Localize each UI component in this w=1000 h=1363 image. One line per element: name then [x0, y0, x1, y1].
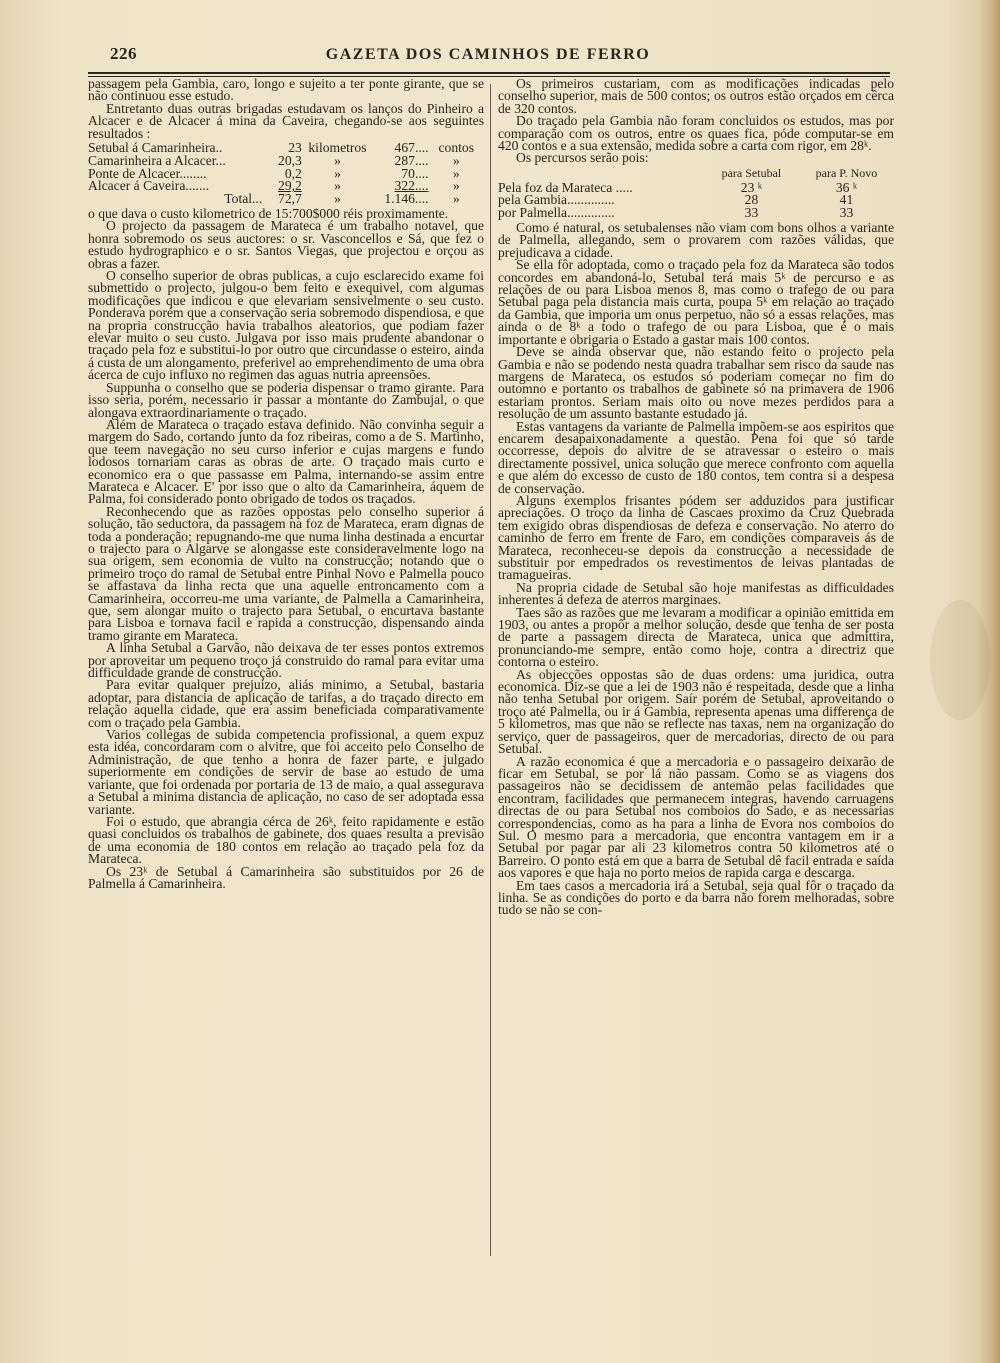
- table-cell: Camarinheira a Alcacer...: [88, 152, 226, 168]
- paragraph: Entretanto duas outras brigadas estudavam os lanços do Pinheiro a Alcacer e de Alcacer á mina da Caveira, chegando-se aos seguintes resultados :: [88, 100, 484, 141]
- paragraph: Os percursos serão pois:: [516, 150, 649, 166]
- paragraph: O conselho superior de obras publicas, a cujo esclarecido exame foi submettido o projecto, julgou-o bem feito e exequivel, com algumas modificações que indicou e que elevariam sensivelmente o seu custo. Ponderava porém que a conservação seria sobremodo dispendiosa, e que na propria construcção havia trabalhos aleatorios, que podiam fazer elevar muito o seu custo. Julgava por isso mais prudente abandonar o traçado pela foz e substitui-lo por outro que circundasse o esteiro, ainda á custa de um alongamento, preferivel ao emprehendimento de uma obra ácerca de cujo influxo no regimen das aguas nutria apreensões.: [88, 268, 484, 383]
- table-cell: 467....: [394, 140, 429, 156]
- table-cell: »: [334, 191, 341, 207]
- table-cell: 23: [288, 140, 302, 156]
- table-cell: kilometros: [308, 140, 367, 156]
- table-cell: »: [452, 165, 460, 181]
- table-cell: 70....: [401, 165, 429, 181]
- paragraph: Na propria cidade de Setubal são hoje manifestas as difficuldades inherentes á defeza de aterros marginaes.: [498, 579, 894, 608]
- table-cell: contos: [438, 140, 475, 156]
- paragraph: Os 23ᵏ de Setubal á Camarinheira são substituidos por 26 de Palmella á Camarinheira.: [88, 863, 484, 891]
- column-header: para Setubal: [721, 165, 782, 180]
- paragraph: Como é natural, os setubalenses não viam com bons olhos a variante de Palmella, allegando, sem o provarem com razões válidas, que prejudicava a cidade.: [498, 220, 894, 260]
- table-cell: 36 ᵏ: [835, 179, 858, 195]
- column-divider: [490, 84, 491, 1256]
- table-row: [498, 207, 894, 220]
- table-cell: Pela foz da Marateca .....: [498, 179, 633, 195]
- right-column: [498, 78, 894, 917]
- table-cell: »: [334, 165, 341, 181]
- routes-table: [498, 167, 894, 220]
- table-cell: 72,7: [278, 191, 302, 207]
- table-cell: 29,2: [278, 178, 302, 194]
- page-header: [88, 44, 888, 74]
- table-cell: 1.146....: [384, 191, 429, 207]
- table-cell: 0,2: [284, 165, 302, 181]
- paragraph: passagem pela Gambia, caro, longo e sujeito a ter ponte girante, que se não continuou esse estudo.: [88, 76, 484, 104]
- journal-title: GAZETA DOS CAMINHOS DE FERRO: [325, 46, 651, 63]
- table-cell: pela Gambia..............: [498, 192, 615, 208]
- table-cell: 28: [744, 192, 759, 208]
- column-header: para P. Novo: [815, 165, 878, 180]
- paragraph: Foi o estudo, que abrangia cérca de 26ᵏ, feito rapidamente e estão quasi concluidos os trabalhos de gabinete, dos quaes resulta a previsão de uma economia de 180 contos em relação ao traçado pela foz da Marateca.: [88, 813, 484, 867]
- header-rule: [88, 72, 890, 74]
- table-cell: 33: [839, 205, 854, 221]
- table-cell: »: [452, 178, 460, 194]
- paragraph: Varios collegas de subida competencia profissional, a quem expuz esta idéa, concordaram com o alvitre, que foi acceito pelo Conselho de Administração, de que tenho a honra de fazer parte, e julgado superiormente em condições de servir de base ao estudo de uma variante, que foi ordenada por portaria de 13 de maio, a qual assegurava a Setubal a minima distancia de aplicação, no caso de ser adoptada essa variante.: [88, 727, 484, 817]
- table-cell: 41: [839, 192, 854, 208]
- paragraph: Além de Marateca o traçado estava definido. Não convinha seguir a margem do Sado, cortando junto da foz ribeiras, como a de S. Martinho, que teem navegação no seu curso inferior e cujas margens e fundo lodosos tornariam caras as obras de arte. O traçado mais curto e economico era o que passasse em Palma, internando-se assim entre Marateca e Alcacer. E' por isso que o alto da Camarinheira, áquem de Palma, foi considerado ponto obrigado de todos os traçados.: [88, 416, 484, 507]
- paragraph: Estas vantagens da variante de Palmella impõem-se aos espiritos que encarem desapaixonadamente a questão. Pena foi que só tarde occorresse, depois do alvitre de se atravessar o esteiro o mais directamente possivel, unica solução que merece confronto com aquella e que além do excesso de custo de 180 contos, tem contra si a despesa de conservação.: [498, 418, 894, 496]
- paragraph: Os primeiros custariam, com as modificações indicadas pelo conselho superior, mais de 500 contos; os outros estão orçados em cêrca de 320 contos.: [498, 76, 894, 116]
- paragraph: A linha Setubal a Garvão, não deixava de ter esses pontos extremos por aproveitar um pequeno troço já construido do ramal para evitar uma difficuldade grande de construcção.: [88, 640, 484, 681]
- table-cell: por Palmella..............: [498, 205, 615, 221]
- table-cell: Alcacer á Caveira.......: [88, 178, 210, 194]
- paragraph: O projecto da passagem de Marateca é um trabalho notavel, que honra sobremodo os seus auctores: o sr. Vasconcellos e Sá, que fez o estudo hydrographico e o sr. Santos Viegas, que projectou e orçou as obras a fazer.: [88, 218, 484, 271]
- page-number: 226: [110, 44, 137, 63]
- paragraph: Suppunha o conselho que se poderia dispensar o tramo girante. Para isso seria, porém, necessario ir passar a montante do Zambujal, o que alongava extraordinariamente o traçado.: [88, 379, 484, 420]
- table-cell: »: [334, 152, 341, 168]
- results-table: [88, 142, 484, 206]
- table-row-total: [88, 193, 484, 206]
- table-cell: Ponte de Alcacer........: [88, 165, 207, 181]
- paragraph: Alguns exemplos frisantes pódem ser adduzidos para justificar apreciações. O troço da linha de Cascaes proximo da Cruz Quebrada tem exigido obras dispendiosas de defeza e conservação. No aterro do caminho de ferro em frente de Faro, em condições comparaveis ás de Marateca, reconheceu-se depois da construcção a necessidade de substituir por empedrados os revestimentos de leivas plantadas de tramagueiras.: [498, 492, 894, 583]
- table-cell: 33: [744, 205, 759, 221]
- table-cell: »: [452, 191, 460, 207]
- table-cell: »: [334, 178, 341, 194]
- table-cell: Total...: [224, 191, 263, 207]
- left-column: [88, 78, 484, 890]
- paper-stain: [930, 600, 990, 720]
- table-cell: 322....: [394, 178, 429, 194]
- paragraph: Do traçado pela Gambia não foram concluidos os estudos, mas por comparação com os outros, entre os quaes fica, póde computar-se em 420 contos e a sua extensão, medida sobre a carta com rigor, em 28ᵏ.: [498, 113, 894, 154]
- paragraph: Reconhecendo que as razões oppostas pelo conselho superior á solução, tão seductora, da passagem na foz de Marateca, eram dignas de toda a ponderação; repugnando-me que numa linha destinada a encurtar o trajecto para o Algarve se alongasse este consideravelmente logo na sua origem, sem economia de vulto na construcção; notando que o primeiro troço do ramal de Setubal entre Pinhal Novo e Palmella pouco se affastava da linha recta que una aquelle entroncamento com a Camarinheira, occorreu-me uma variante, de Palmella a Camarinheira, que, sem alongar muito o trajecto para Setubal, o encurtava bastante para Lisboa e tornava facil e rapida a construcção, dispensando ainda tramo girante em Marateca.: [88, 503, 484, 643]
- table-cell: 20,3: [278, 152, 302, 168]
- paragraph: Taes são as razões que me levaram a modificar a opinião emittida em 1903, ou antes a propôr a melhor solução, desde que tenha de ser posta de parte a passagem directa de Marateca, unica que admittira, pronunciando-me sempre, então como hoje, contra a directriz que contorna o esteiro.: [498, 604, 894, 670]
- table-cell: Setubal á Camarinheira..: [88, 140, 223, 156]
- table-cell: »: [452, 152, 460, 168]
- paragraph: o que dava o custo kilometrico de 15:700$000 réis proximamente.: [88, 206, 449, 222]
- paragraph: As objecções oppostas são de duas ordens: uma juridica, outra economica. Diz-se que a lei de 1903 não é respeitada, desde que a linha não tenha Setubal por origem. Saír porém de Setubal, aproveitando o troço até Palmella, ou ir á Gambia, representa apenas uma differença de 5 kilometros, mas que não se reflecte nas taxas, nem na organização do serviço, quer de passageiros, quer de mercadorias, directo de ou para Setubal.: [498, 666, 894, 757]
- paragraph: Em taes casos a mercadoria irá a Setubal, seja qual fôr o traçado da linha. Se as condições do porto e da barra não forem melhoradas, sobre tudo se não se con-: [498, 877, 894, 918]
- table-cell: 23 ᵏ: [740, 179, 763, 195]
- table-cell: 287....: [394, 152, 429, 168]
- paragraph: Deve se ainda observar que, não estando feito o projecto pela Gambia e não se podendo nesta quadra trabalhar sem risco da saude nas margens de Marateca, os estudos só poderiam começar no fim do outomno e portanto os trabalhos de gabinete só na primavera de 1906 estariam prontos. Seriam mais oito ou nove mezes perdidos para a resolução de um assunto bastante estudado já.: [498, 344, 894, 422]
- paragraph: Se ella fôr adoptada, como o traçado pela foz da Marateca são todos concordes em abandoná-lo, Setubal terá mais 5ᵏ de percurso e as relações de ou para Lisboa menos 8, mas como o trafego de ou para Setubal paga pela distancia mais curta, poupa 5ᵏ em relação ao traçado da Gambia, que imporia um onus perpetuo, não só a essas relações, mas ainda o de 8ᵏ a todo o trafego de ou para Lisboa, que é o mais importante e obrigaria o Estado a gastar mais 100 contos.: [498, 257, 894, 347]
- paragraph: Para evitar qualquer prejuizo, aliás minimo, a Setubal, bastaria adoptar, para distancia de aplicação de tarifas, a do traçado directo em relação aquella cidade, que era assim beneficiada comparativamente com o traçado pela Gambia.: [88, 677, 484, 730]
- paragraph: A razão economica é que a mercadoria e o passageiro deixarão de ficar em Setubal, se por lá não passam. Como se as viagens dos passageiros não se decidissem de antemão pelas facilidades que encontram, facilidades que permanecem integras, havendo carruagens directas de ou para Setubal nos comboios do Sado, e as necessarias correspondencias, como as ha para a linha de Evora nos comboios do Sul. O mesmo para a mercadoria, que encontra vantagem em ir a Setubal por pagar par ali 23 kilometros contra 50 kilometros até o Barreiro. O ponto está em que a barra de Setubal dê facil entrada e saída aos vapores e que haja no porto meios de rapida carga e descarga.: [498, 753, 894, 881]
